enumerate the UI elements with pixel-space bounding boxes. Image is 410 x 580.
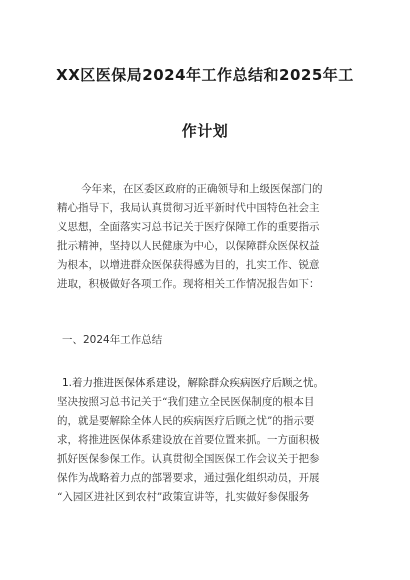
intro-paragraph-line-5: 为根本，以增进群众医保获得感为目的，扎实工作、锐意 [57,259,320,271]
item-paragraph-line-4: 抓好医保参保工作。认真贯彻全国医保工作会议关于把参 [57,453,320,465]
item-heading: 1.着力推进医保体系建设，解除群众疾病医疗后顾之忧。 [62,377,325,389]
section-heading: 一、2024年工作总结 [62,334,163,346]
document-title-line-2: 作计划 [181,122,229,140]
item-paragraph-line-6: “入园区进社区到农村”政策宣讲等，扎实做好参保服务 [57,491,310,503]
intro-paragraph-line-2: 精心指导下，我局认真贯彻习近平新时代中国特色社会主 [57,202,320,214]
document-title-line-1: XX区医保局2024年工作总结和2025年工 [56,66,354,84]
intro-paragraph-line-6: 进取，积极做好各项工作。现将相关工作情况报告如下： [57,278,320,290]
item-paragraph-line-3: 求，将推进医保体系建设放在首要位置来抓。一方面积极 [57,434,320,446]
intro-paragraph-line-4: 批示精神，坚持以人民健康为中心，以保障群众医保权益 [57,240,320,252]
intro-paragraph-line-3: 义思想，全面落实习总书记关于医疗保障工作的重要指示 [57,221,320,233]
intro-paragraph-line-1: 今年来，在区委区政府的正确领导和上级医保部门的 [81,183,323,195]
item-paragraph-line-1: 坚决按照习总书记关于“我们建立全民医保制度的根本目 [57,396,315,408]
item-paragraph-line-2: 的，就是要解除全体人民的疾病医疗后顾之忧”的指示要 [57,415,315,427]
item-paragraph-line-5: 保作为战略着力点的部署要求，通过强化组织动员，开展 [57,472,320,484]
